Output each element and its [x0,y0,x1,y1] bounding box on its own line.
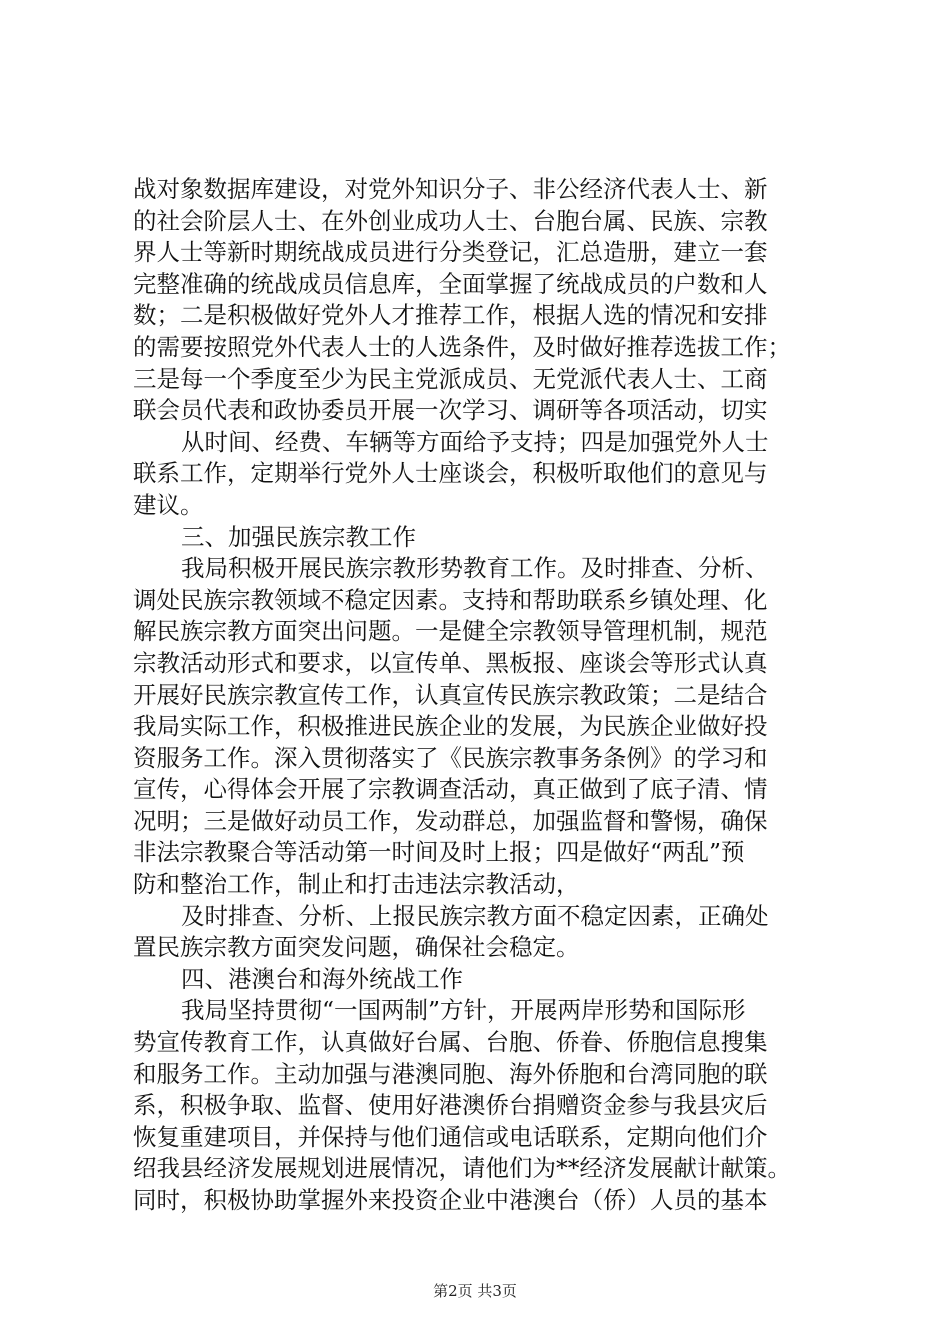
text-line: 调处民族宗教领域不稳定因素。支持和帮助联系乡镇处理、化 [133,585,768,614]
text-line: 联系工作，定期举行党外人士座谈会，积极听取他们的意见与 [133,459,768,488]
text-line: 建议。 [133,490,204,519]
text-line: 开展好民族宗教宣传工作，认真宣传民族宗教政策；二是结合 [133,680,768,709]
page-number-label: 第2页 共3页 [433,1282,517,1300]
text-line: 完整准确的统战成员信息库，全面掌握了统战成员的户数和人 [133,269,768,298]
document-body [133,174,823,1217]
text-line: 防和整治工作，制止和打击违法宗教活动， [133,870,580,899]
text-line: 及时排查、分析、上报民族宗教方面不稳定因素，正确处 [181,901,769,930]
text-line: 同时，积极协助掌握外来投资企业中港澳台（侨）人员的基本 [133,1186,768,1214]
text-line: 非法宗教聚合等活动第一时间及时上报；四是做好“两乱”预 [133,838,745,867]
text-line: 解民族宗教方面突出问题。一是健全宗教领导管理机制，规范 [133,617,768,646]
text-line: 三是每一个季度至少为民主党派成员、无党派代表人士、工商 [133,364,768,393]
text-line: 况明；三是做好动员工作，发动群总，加强监督和警惕，确保 [133,806,768,835]
text-line: 我局坚持贯彻“一国两制”方针，开展两岸形势和国际形 [181,996,746,1025]
text-line: 的需要按照党外代表人士的人选条件，及时做好推荐选拔工作； [133,332,791,361]
text-line: 绍我县经济发展规划进展情况，请他们为**经济发展献计献策。 [133,1154,791,1183]
page-footer [0,1280,950,1301]
text-line: 势宣传教育工作，认真做好台属、台胞、侨眷、侨胞信息搜集 [133,1028,768,1057]
text-line: 联会员代表和政协委员开展一次学习、调研等各项活动，切实 [133,396,768,425]
text-line: 我局积极开展民族宗教形势教育工作。及时排查、分析、 [181,554,769,583]
text-line: 和服务工作。主动加强与港澳同胞、海外侨胞和台湾同胞的联 [133,1059,768,1088]
text-line: 系，积极争取、监督、使用好港澳侨台捐赠资金参与我县灾后 [133,1091,768,1120]
text-line: 恢复重建项目，并保持与他们通信或电话联系，定期向他们介 [133,1122,768,1151]
text-line: 从时间、经费、车辆等方面给予支持；四是加强党外人士 [181,427,769,456]
text-line: 四、港澳台和海外统战工作 [181,964,463,993]
text-line: 战对象数据库建设，对党外知识分子、非公经济代表人士、新 [133,175,768,203]
text-line: 的社会阶层人士、在外创业成功人士、台胞台属、民族、宗教 [133,206,768,235]
text-line: 宗教活动形式和要求，以宣传单、黑板报、座谈会等形式认真 [133,648,768,677]
text-line: 数；二是积极做好党外人才推荐工作，根据人选的情况和安排 [133,301,768,330]
text-line: 资服务工作。深入贯彻落实了《民族宗教事务条例》的学习和 [133,743,768,772]
text-line: 宣传，心得体会开展了宗教调查活动，真正做到了底子清、情 [133,775,768,804]
text-line: 我局实际工作，积极推进民族企业的发展，为民族企业做好投 [133,712,768,741]
text-line: 置民族宗教方面突发问题，确保社会稳定。 [133,933,580,962]
text-line: 界人士等新时期统战成员进行分类登记，汇总造册，建立一套 [133,238,768,267]
text-line: 三、加强民族宗教工作 [181,522,416,551]
